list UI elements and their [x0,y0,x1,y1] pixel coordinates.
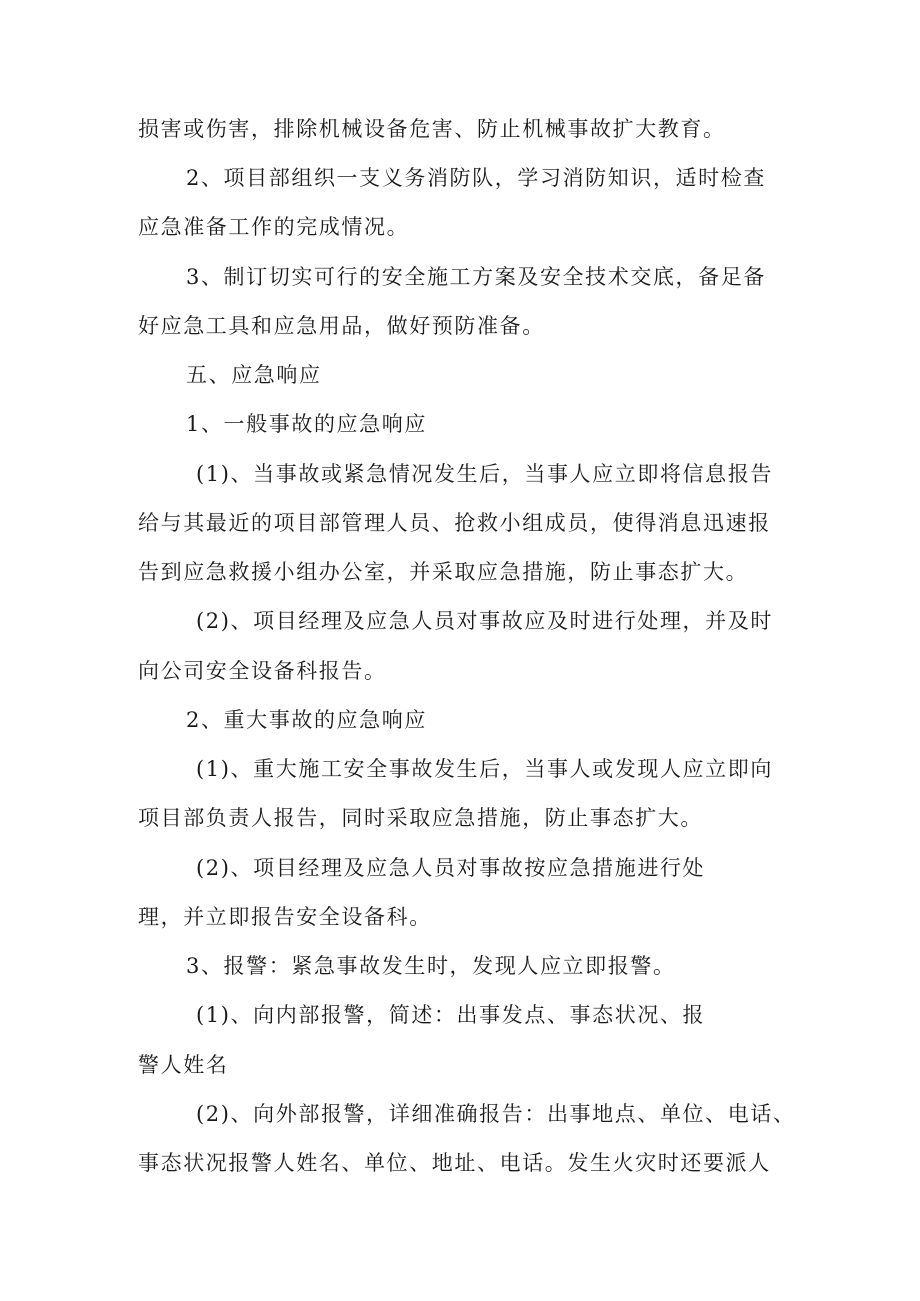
text-line: 3、制订切实可行的安全施工方案及安全技术交底，备足备 [186,265,766,289]
text-line: (1)、向内部报警，简述：出事发点、事态状况、报 [196,1003,706,1027]
text-line: (1)、重大施工安全事故发生后，当事人或发现人应立即向 [196,757,773,781]
text-line: 好应急工具和应急用品，做好预防准备。 [138,314,545,338]
section-heading: 五、应急响应 [186,363,322,387]
text-line: 向公司安全设备科报告。 [138,659,387,683]
text-line: (2)、项目经理及应急人员对事故按应急措施进行处 [196,856,706,880]
subsection-heading: 1、一般事故的应急响应 [186,412,427,436]
text-line: 告到应急救援小组办公室，并采取应急措施，防止事态扩大。 [138,560,749,584]
text-line: (2)、向外部报警，详细准确报告：出事地点、单位、电话、 [196,1102,796,1126]
subsection-heading: 3、报警：紧急事故发生时，发现人应立即报警。 [186,954,676,978]
text-line: 给与其最近的项目部管理人员、抢救小组成员，使得消息迅速报 [138,511,771,535]
text-line: 应急准备工作的完成情况。 [138,215,410,239]
text-line: (2)、项目经理及应急人员对事故应及时进行处理，并及时 [196,609,773,633]
text-line: 理，并立即报告安全设备科。 [138,905,432,929]
text-line: 2、项目部组织一支义务消防队，学习消防知识，适时检查 [186,166,766,190]
text-line: 事态状况报警人姓名、单位、地址、电话。发生火灾时还要派人 [138,1151,771,1175]
text-line: 损害或伤害，排除机械设备危害、防止机械事故扩大教育。 [138,117,726,141]
subsection-heading: 2、重大事故的应急响应 [186,708,427,732]
text-line: 警人姓名 [138,1053,229,1077]
text-line: (1)、当事故或紧急情况发生后，当事人应立即将信息报告 [196,462,773,486]
text-line: 项目部负责人报告，同时采取应急措施，防止事态扩大。 [138,806,703,830]
